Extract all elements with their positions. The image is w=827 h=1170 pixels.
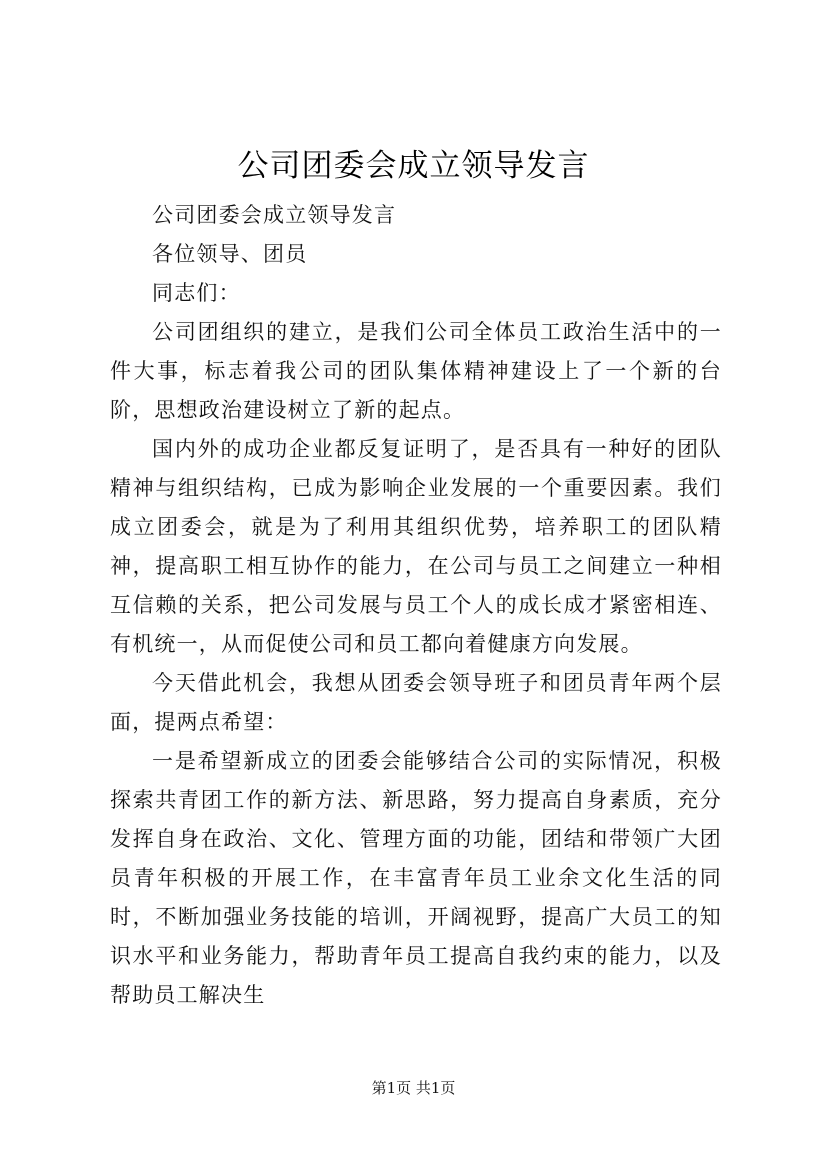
paragraph-body: 国内外的成功企业都反复证明了，是否具有一种好的团队精神与组织结构，已成为影响企业发展的一个重要因素。我们成立团委会，就是为了利用其组织优势，培养职工的团队精神，提高职工相互协作的能力，在公司与员工之间建立一种相互信赖的关系，把公司发展与员工个人的成长成才紧密相连、有机统一，从而促使公司和员工都向着健康方向发展。 (110, 437, 722, 656)
paragraph-body: 公司团组织的建立，是我们公司全体员工政治生活中的一件大事，标志着我公司的团队集体精神建设上了一个新的台阶，思想政治建设树立了新的起点。 (110, 320, 722, 422)
paragraph-body: 一是希望新成立的团委会能够结合公司的实际情况，积极探索共青团工作的新方法、新思路，努力提高自身素质，充分发挥自身在政治、文化、管理方面的功能，团结和带领广大团员青年积极的开展工作，在丰富青年员工业余文化生活的同时，不断加强业务技能的培训，开阔视野，提高广大员工的知识水平和业务能力，帮助青年员工提高自我约束的能力，以及帮助员工解决生 (110, 749, 722, 1007)
paragraph-body: 今天借此机会，我想从团委会领导班子和团员青年两个层面，提两点希望： (110, 671, 722, 734)
paragraph-heading: 公司团委会成立领导发言 (152, 203, 397, 227)
paragraph-address: 同志们： (152, 281, 241, 305)
paragraph-salutation: 各位领导、团员 (152, 242, 308, 266)
document-title: 公司团委会成立领导发言 (237, 148, 590, 184)
page-number-footer: 第1页 共1页 (371, 1079, 456, 1097)
document-body (110, 196, 722, 1015)
